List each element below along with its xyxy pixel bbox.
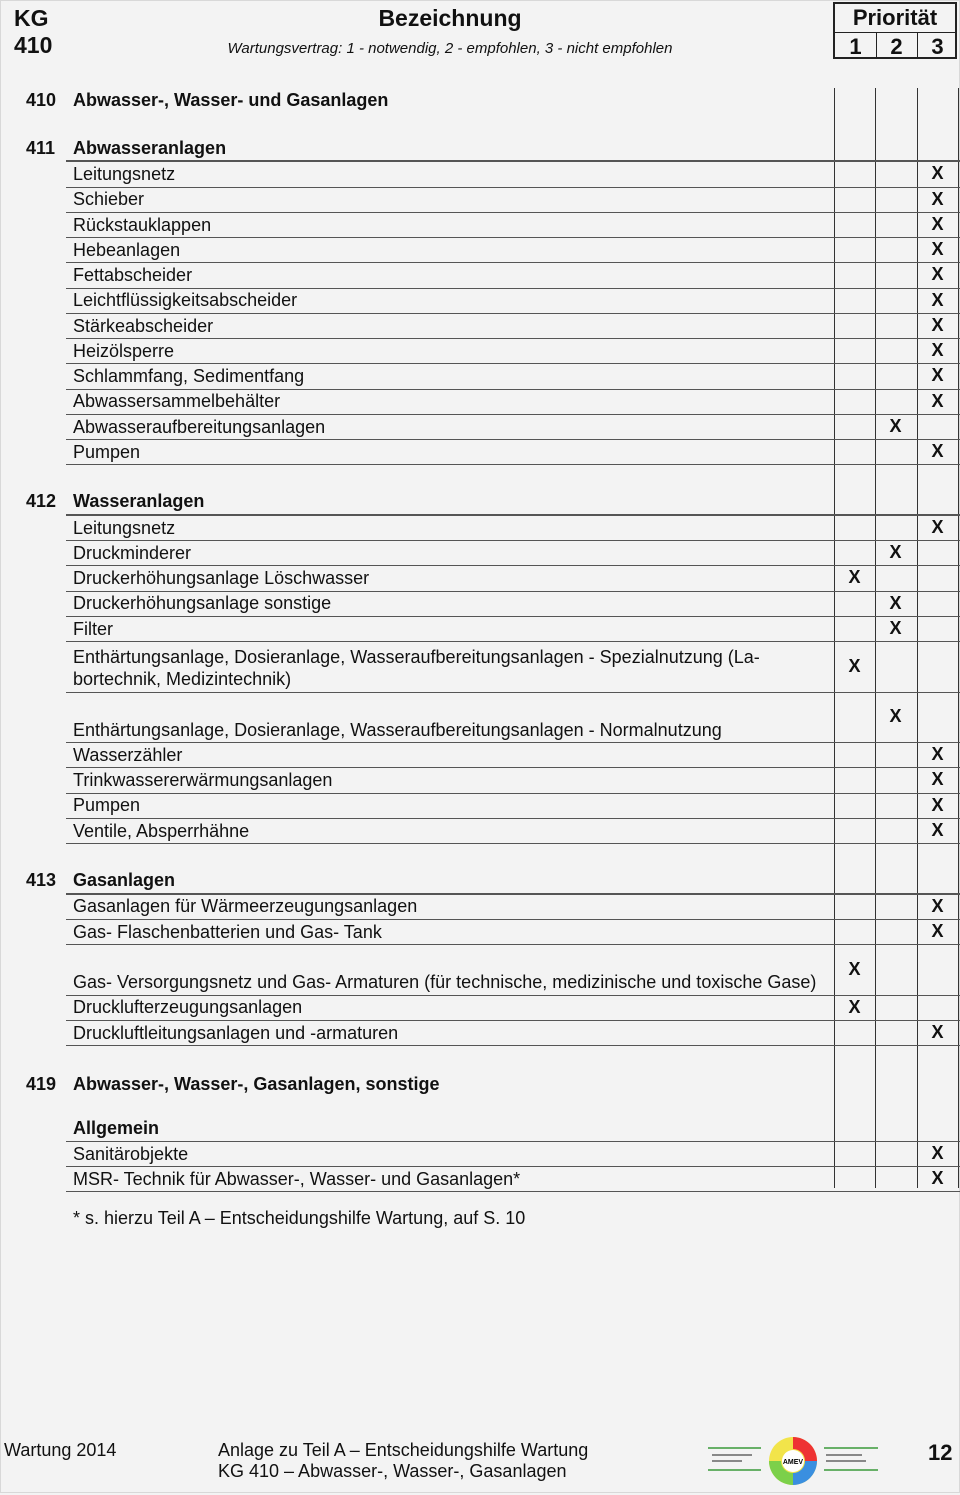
item-label: Druckminderer [73, 542, 192, 563]
priority-mark-3: X [931, 264, 944, 285]
legend-subtitle: Wartungsvertrag: 1 - notwendig, 2 - empfohlen, 3 - nicht empfohlen [227, 40, 673, 57]
item-label: Enthärtungsanlage, Dosieranlage, Wasseraufbereitungsanlagen - Normalnutzung [73, 719, 722, 740]
table-row [66, 768, 960, 793]
kg-number: 419 [26, 1074, 57, 1094]
priority-col-3: 3 [931, 34, 944, 59]
table-row [66, 743, 960, 768]
amev-logo [706, 1430, 881, 1490]
item-label: Leichtflüssigkeitsabscheider [73, 290, 298, 311]
priority-mark-1: X [848, 655, 861, 676]
table-row [66, 819, 960, 844]
table-row [66, 895, 960, 920]
kg-number: 411 [26, 137, 56, 158]
table-row [66, 440, 960, 465]
priority-mark-3: X [931, 188, 944, 209]
item-label: Drucklufterzeugungsanlagen [73, 997, 303, 1018]
item-label: Fettabscheider [73, 265, 193, 285]
item-label: Druckluftleitungsanlagen und -armaturen [73, 1022, 399, 1043]
table-row [66, 945, 960, 996]
item-label: Heizölsperre [73, 340, 175, 361]
item-label: Gas- Versorgungsnetz und Gas- Armaturen (für technische, medizinische und toxische Gase) [73, 972, 817, 992]
kg-number: 412 [26, 491, 57, 512]
item-label: Wasserzähler [73, 744, 183, 765]
priority-mark-2: X [889, 706, 902, 727]
footer-line-2: KG 410 – Abwasser-, Wasser-, Gasanlagen [218, 1461, 567, 1481]
priority-mark-3: X [931, 365, 944, 386]
section-title: Abwasser-, Wasser-, Gasanlagen, sonstige [73, 1074, 440, 1094]
priority-mark-3: X [931, 769, 944, 790]
section-title: Gasanlagen [73, 870, 176, 890]
footer-center [218, 1440, 588, 1482]
item-label: Leitungsnetz [73, 517, 176, 538]
priority-header [833, 2, 957, 59]
item-label: Schieber [73, 189, 145, 210]
section-heading [26, 491, 960, 516]
priority-mark-3: X [931, 289, 944, 310]
item-label: MSR- Technik für Abwasser-, Wasser- und Gasanlagen* [73, 1168, 521, 1189]
item-label: Druckerhöhungsanlage sonstige [73, 593, 332, 614]
section-heading [26, 1071, 960, 1096]
kg-number: 410 [14, 32, 53, 58]
item-label: Hebeanlagen [73, 239, 181, 260]
section-title: Abwasseranlagen [73, 137, 227, 158]
table-row [66, 617, 960, 642]
table-row [66, 566, 960, 591]
priority-title: Priorität [835, 4, 955, 33]
section-heading [26, 869, 960, 894]
priority-mark-3: X [931, 213, 944, 234]
table-row [66, 339, 960, 364]
table-row [66, 996, 960, 1021]
table-row [66, 592, 960, 617]
priority-mark-3: X [931, 895, 944, 916]
priority-mark-3: X [931, 239, 944, 260]
item-label: Leitungsnetz [73, 164, 176, 184]
priority-mark-2: X [889, 415, 902, 436]
table-row [66, 516, 960, 541]
table-row [66, 314, 960, 339]
item-label: Rückstauklappen [73, 214, 212, 235]
footnote: * s. hierzu Teil A – Entscheidungshilfe Wartung, auf S. 10 [73, 1208, 526, 1228]
priority-mark-3: X [931, 1168, 944, 1189]
item-label: Pumpen [73, 795, 141, 816]
item-label: Enthärtungsanlage, Dosieranlage, Wasseraufbereitungsanlagen - Spezialnutzung (La-bortechnik, Medizintechnik) [73, 646, 760, 689]
table-row [66, 289, 960, 314]
item-label: Ventile, Absperrhähne [73, 820, 250, 841]
kg-number: 413 [26, 870, 57, 890]
table-row [66, 1167, 960, 1192]
footer-left: Wartung 2014 [4, 1440, 117, 1460]
priority-mark-3: X [931, 163, 944, 184]
table-row [66, 263, 960, 288]
table-row [66, 541, 960, 566]
priority-mark-1: X [848, 567, 861, 588]
kg-label: KG [14, 5, 49, 31]
group-title: Abwasser-, Wasser- und Gasanlagen [73, 90, 389, 110]
priority-table [0, 88, 960, 1192]
section-heading [26, 137, 960, 162]
item-label: Gasanlagen für Wärmeerzeugungsanlagen [73, 896, 418, 917]
item-label: Druckerhöhungsanlage Löschwasser [73, 568, 370, 588]
priority-mark-3: X [931, 794, 944, 815]
item-label: Abwassersammelbehälter [73, 391, 281, 412]
table-row [66, 213, 960, 238]
table-row [66, 364, 960, 389]
table-row [66, 642, 960, 693]
table-row [66, 390, 960, 415]
priority-mark-1: X [848, 996, 861, 1017]
priority-col-1: 1 [835, 33, 877, 59]
section-spacer [0, 844, 960, 869]
priority-mark-3: X [931, 920, 944, 941]
item-label: Pumpen [73, 441, 141, 462]
priority-mark-3: X [931, 314, 944, 335]
section-spacer [0, 1046, 960, 1071]
table-row [66, 238, 960, 263]
table-row [66, 794, 960, 819]
table-row [66, 1142, 960, 1167]
item-label: Sanitärobjekte [73, 1143, 189, 1164]
priority-col-2: 2 [876, 33, 918, 59]
table-row [66, 693, 960, 744]
kg-number: 410 [26, 90, 57, 110]
item-label: Filter [73, 618, 113, 639]
priority-mark-2: X [889, 592, 902, 613]
group-row-410 [0, 88, 960, 137]
section-title: Wasseranlagen [73, 491, 205, 512]
item-label: Trinkwassererwärmungsanlagen [73, 770, 333, 790]
priority-mark-3: X [931, 340, 944, 361]
priority-mark-2: X [889, 617, 902, 638]
priority-mark-2: X [889, 542, 902, 563]
priority-mark-3: X [931, 516, 944, 537]
priority-mark-3: X [931, 819, 944, 840]
priority-mark-3: X [931, 390, 944, 411]
item-label: Stärkeabscheider [73, 315, 214, 336]
priority-mark-3: X [931, 744, 944, 765]
kg-header [14, 5, 52, 59]
table-row [66, 162, 960, 187]
priority-mark-3: X [931, 441, 944, 462]
section-spacer [0, 465, 960, 490]
table-row [66, 188, 960, 213]
section-spacer [0, 1097, 960, 1117]
subsection-title: Allgemein [73, 1118, 160, 1139]
item-label: Schlammfang, Sedimentfang [73, 366, 305, 386]
table-row [66, 415, 960, 440]
page-number: 12 [928, 1440, 953, 1465]
priority-mark-1: X [848, 958, 861, 979]
subsection-heading [66, 1117, 960, 1142]
table-row [66, 920, 960, 945]
item-label: Gas- Flaschenbatterien und Gas- Tank [73, 921, 382, 942]
table-row [66, 1021, 960, 1046]
page-title: Bezeichnung [378, 5, 522, 31]
priority-mark-3: X [931, 1021, 944, 1042]
footer-line-1: Anlage zu Teil A – Entscheidungshilfe Wartung [218, 1440, 589, 1460]
svg-text:AMEV: AMEV [782, 1459, 804, 1466]
item-label: Abwasseraufbereitungsanlagen [73, 416, 326, 437]
priority-mark-3: X [931, 1142, 944, 1163]
